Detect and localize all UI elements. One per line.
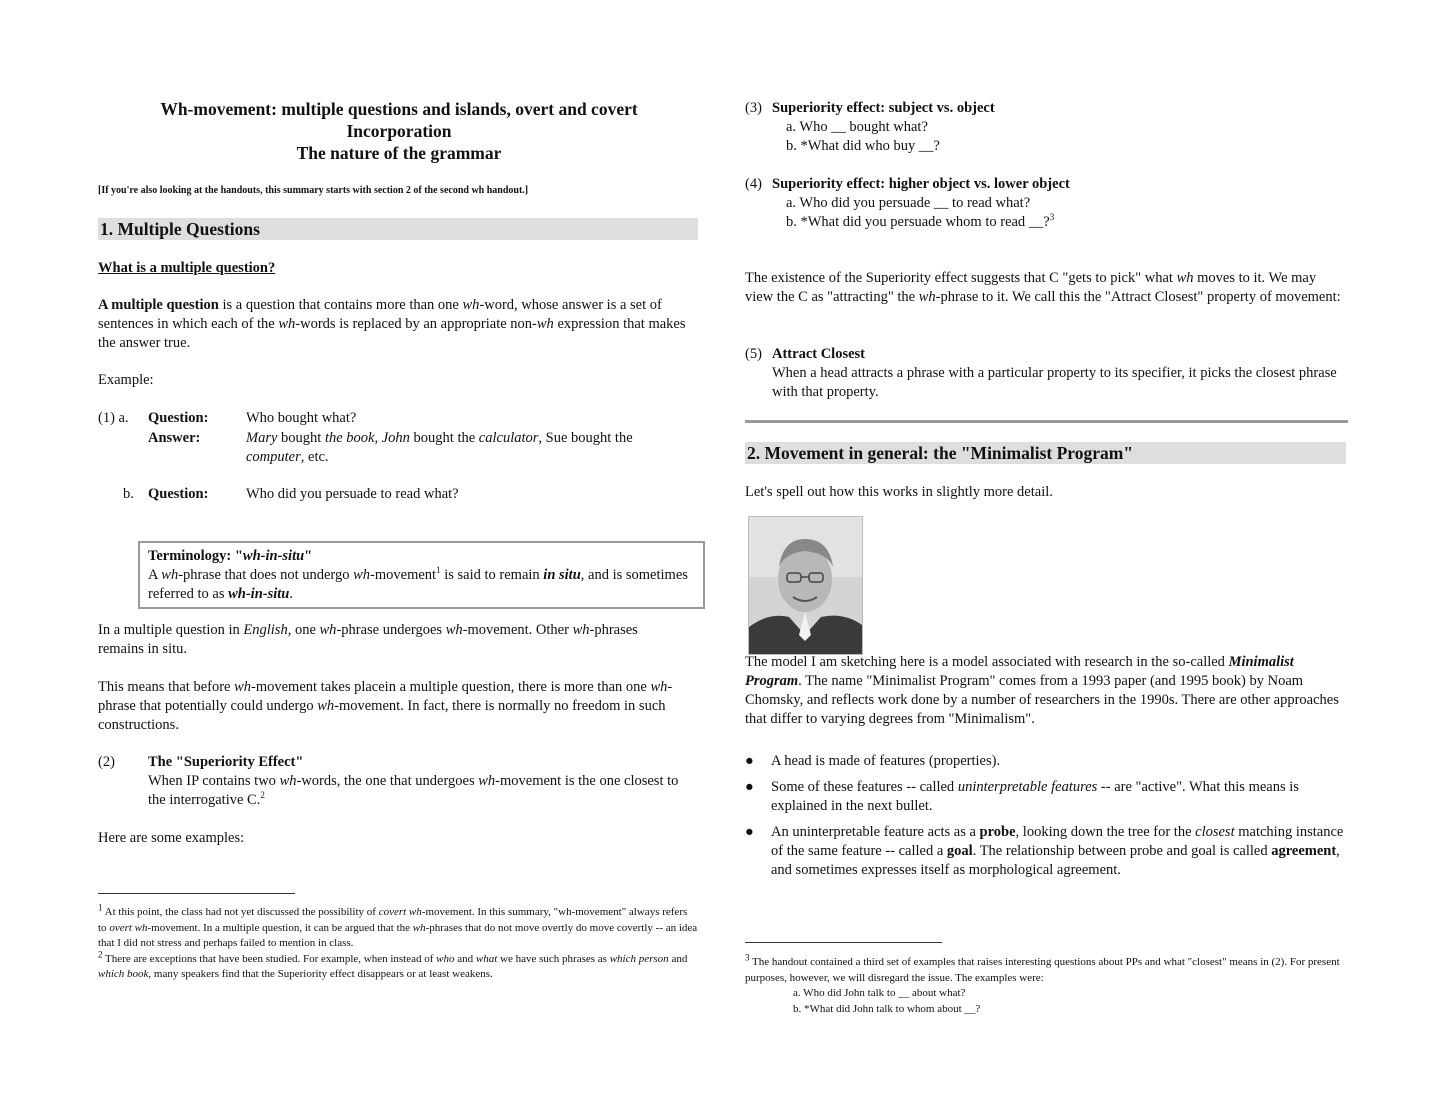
- list-item: ● An uninterpretable feature acts as a probe, looking down the tree for the closest matching instance of the same feature -- called a goal. The relationship between probe and goal is called agreement, and sometimes expresses itself as morphological agreement.: [745, 824, 1344, 878]
- title-line-2: Incorporation: [346, 121, 452, 141]
- example-3: [745, 99, 1345, 159]
- question-label: Question:: [148, 410, 209, 426]
- question-text: Who bought what?: [246, 410, 357, 426]
- bullet-list: [745, 752, 1345, 880]
- example-3b: b. *What did who buy __?: [786, 138, 940, 154]
- footnote-3a: a. Who did John talk to __ about what?: [793, 987, 966, 999]
- example-title: Superiority effect: subject vs. object: [772, 100, 995, 116]
- example-title: Superiority effect: higher object vs. lower object: [772, 176, 1070, 192]
- example-letter: b.: [123, 486, 134, 502]
- terminology-box: [138, 541, 705, 609]
- list-item: ● A head is made of features (properties).: [745, 753, 1001, 769]
- example-number: (4): [745, 176, 762, 192]
- paragraph-no-freedom: This means that before wh-movement takes placein a multiple question, there is more than one wh-phrase that potentially could undergo wh-movement. In fact, there is normally no freedom in such constructions.: [98, 679, 673, 733]
- superiority-text: When IP contains two wh-words, the one that undergoes wh-movement is the one closest to the interrogative C.$^2$: [148, 773, 679, 808]
- example-5-attract-closest: [745, 345, 1345, 405]
- example-number: (3): [745, 100, 762, 116]
- example-title: Attract Closest: [772, 346, 866, 362]
- bullet-icon: ●: [745, 779, 754, 795]
- terminology-text: A wh-phrase that does not undergo wh-movement$^1$ is said to remain in situ, and is sometimes referred to as wh-in-situ.: [148, 565, 688, 602]
- example-3a: a. Who __ bought what?: [786, 119, 928, 135]
- bullet-icon: ●: [745, 753, 754, 769]
- footnote-3b: b. *What did John talk to whom about __?: [793, 1002, 981, 1015]
- example-number: (5): [745, 346, 762, 362]
- intro-note: [If you're also looking at the handouts, this summary starts with section 2 of the second wh handout.]: [98, 185, 529, 196]
- bullet-icon: ●: [745, 824, 754, 840]
- footnote-3: $^3$ The handout contained a third set of examples that raises interesting questions about PPs and what "closest" means in (2). For present purposes, however, we will disregard the issue. The examples were: a. Who did John talk to __ about what? b. *What did John talk to whom about __?: [745, 955, 1345, 1017]
- multiple-question-definition: A multiple question is a question that contains more than one wh-word, whose answer is a set of sentences in which each of the wh-words is replaced by an appropriate non-wh expression that makes the answer true.: [98, 297, 686, 351]
- title-line-1: Wh-movement: multiple questions and islands, overt and covert: [160, 99, 638, 119]
- superiority-title: The "Superiority Effect": [148, 754, 304, 770]
- paragraph-minimalist: The model I am sketching here is a model associated with research in the so-called Minimalist Program. The name "Minimalist Program" comes from a 1993 paper (and 1995 book) by Noam Chomsky, and reflects work done by a number of researchers in the 1990s. There are other approaches that differ to varying degrees from "Minimalism".: [745, 654, 1339, 727]
- examples-intro: Here are some examples:: [98, 830, 245, 846]
- footnote-2: $^2$ There are exceptions that have been studied. For example, when instead of who and what we have such phrases as which person and which book, many speakers find that the Superiority effect disappears or at least weakens.: [98, 948, 688, 980]
- footnote-rule: [98, 893, 295, 894]
- title-line-3: The nature of the grammar: [296, 143, 502, 163]
- answer-label: Answer:: [148, 430, 201, 446]
- section-2-heading: 2. Movement in general: the "Minimalist Program": [745, 442, 1346, 464]
- footnotes-left: [98, 902, 698, 983]
- example-5-text: When a head attracts a phrase with a particular property to its specifier, it picks the closest phrase with that property.: [772, 365, 1337, 400]
- list-item: ● Some of these features -- called uninterpretable features -- are "active". What this means is explained in the next bullet.: [745, 779, 1299, 814]
- document-title: [98, 98, 700, 164]
- question-label: Question:: [148, 486, 209, 502]
- example-4b: b. *What did you persuade whom to read __?$^3$: [786, 212, 1055, 230]
- paragraph-in-situ: In a multiple question in English, one wh-phrase undergoes wh-movement. Other wh-phrases remains in situ.: [98, 622, 638, 657]
- section-1-subheading: What is a multiple question?: [98, 260, 276, 276]
- example-1: [98, 409, 698, 489]
- footnote-1: $^1$ At this point, the class had not yet discussed the possibility of covert wh-movement. In this summary, "wh-movement" always refers to overt wh-movement. In a multiple question, it can be argued that the wh-phrases that do not move overtly do move covertly -- an idea that I did not stress and perhaps failed to mention in class.: [98, 902, 698, 949]
- footnote-ref-2[interactable]: 2: [260, 790, 265, 801]
- answer-text: Mary bought the book, John bought the calculator, Sue bought the computer, etc.: [246, 430, 633, 465]
- portrait-photo-icon: [748, 516, 863, 655]
- footnote-rule: [745, 942, 942, 943]
- question-text: Who did you persuade to read what?: [246, 486, 459, 502]
- example-label: Example:: [98, 372, 154, 388]
- example-number: (2): [98, 754, 115, 770]
- example-4: [745, 175, 1345, 235]
- example-1b: [98, 485, 698, 505]
- paragraph-attract: The existence of the Superiority effect suggests that C "gets to pick" what wh moves to it. We may view the C as "attracting" the wh-phrase to it. We call this the "Attract Closest" property of movement:: [745, 270, 1341, 305]
- footnote-ref-1[interactable]: 1: [436, 565, 441, 576]
- term-bold: A multiple question: [98, 297, 219, 313]
- example-2-superiority: [98, 753, 698, 813]
- section-divider: [745, 420, 1348, 423]
- section-1-heading: 1. Multiple Questions: [98, 218, 698, 240]
- example-number: (1) a.: [98, 410, 129, 426]
- example-4a: a. Who did you persuade __ to read what?: [786, 195, 1031, 211]
- spell-out-text: Let's spell out how this works in slightly more detail.: [745, 484, 1053, 500]
- footnote-ref-3[interactable]: 3: [1049, 212, 1055, 223]
- terminology-title: Terminology: "wh-in-situ": [148, 548, 313, 564]
